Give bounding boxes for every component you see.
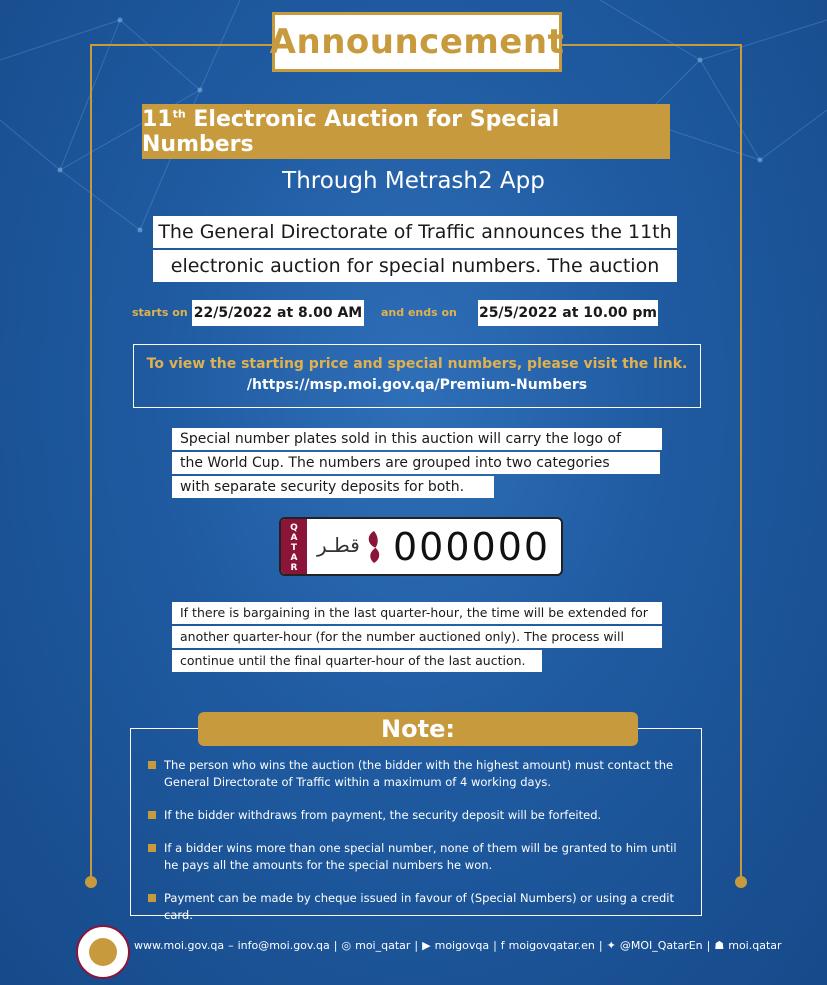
note-item-text: If the bidder withdraws from payment, the security deposit will be forfeited. [164, 808, 602, 822]
bullet-icon [148, 844, 156, 852]
plate-country-letter: A [290, 533, 298, 543]
note-tab [198, 712, 638, 746]
link-box-text: To view the starting price and special numbers, please visit the link. [146, 356, 688, 372]
footer-website[interactable]: www.moi.gov.qa [134, 939, 225, 952]
announcement-title-box [269, 12, 565, 72]
footer-separator: | [414, 939, 419, 952]
youtube-icon: ▶ [422, 939, 431, 952]
plate-arabic-text: قطـر [317, 533, 360, 557]
footer-instagram[interactable]: moi_qatar [355, 939, 411, 952]
premium-numbers-link[interactable]: /https://msp.moi.gov.qa/Premium-Numbers [246, 377, 588, 393]
announcement-title: Announcement [269, 22, 565, 62]
twitter-icon: ✦ [606, 939, 616, 952]
start-date: 22/5/2022 at 8.00 AM [192, 300, 364, 326]
banner-title: Electronic Auction for Special Numbers [142, 106, 560, 157]
instagram-icon: ◎ [341, 939, 352, 952]
footer-separator: | [598, 939, 603, 952]
starts-label: starts on [132, 306, 188, 319]
footer-twitter[interactable]: @MOI_QatarEn [619, 939, 703, 952]
plates-info-line-2: the World Cup. The numbers are grouped into two categories [172, 452, 660, 474]
plate-country-letter: Q [290, 523, 298, 533]
footer [0, 915, 827, 985]
dates-row [0, 300, 827, 328]
footer-separator: – [228, 939, 234, 952]
bargaining-line-3: continue until the final quarter-hour of the last auction. [172, 650, 542, 672]
footer-contacts [134, 939, 782, 952]
banner-ordinal: 11 [142, 106, 173, 132]
footer-youtube[interactable]: moigovqa [434, 939, 490, 952]
snapchat-icon: ☗ [714, 939, 725, 952]
subtitle: Through Metrash2 App [282, 168, 545, 194]
note-item [148, 840, 688, 874]
plate-country [285, 523, 303, 573]
auction-banner [142, 104, 670, 159]
frame-line-top-left [90, 44, 272, 46]
footer-separator: | [333, 939, 338, 952]
note-item-text: If a bidder wins more than one special number, none of them will be granted to him until he pays all the amounts for the special numbers he won. [164, 841, 677, 872]
footer-email[interactable]: info@moi.gov.qa [237, 939, 330, 952]
seal-emblem-icon [89, 938, 117, 966]
bargaining-line-2: another quarter-hour (for the number auctioned only). The process will [172, 626, 662, 648]
facebook-icon: f [500, 939, 505, 952]
frame-line-top-right [562, 44, 742, 46]
plate-number: 000000 [393, 525, 551, 569]
world-cup-logo-icon [363, 529, 385, 565]
footer-facebook[interactable]: moigovqatar.en [508, 939, 595, 952]
end-date: 25/5/2022 at 10.00 pm [478, 300, 658, 326]
intro-line-1: The General Directorate of Traffic announces the 11th [153, 216, 677, 248]
moi-seal-logo [76, 925, 130, 979]
link-box [133, 344, 701, 408]
plate-country-letter: T [290, 543, 298, 553]
note-item [148, 807, 688, 824]
banner-title-wrap [142, 107, 670, 157]
plate-country-letter: A [290, 553, 298, 563]
plates-info-line-1: Special number plates sold in this auction will carry the logo of [172, 428, 662, 450]
frame-dot-left [85, 876, 97, 888]
intro-line-2: electronic auction for special numbers. The auction [153, 250, 677, 282]
license-plate [279, 517, 563, 576]
bargaining-line-1: If there is bargaining in the last quarter-hour, the time will be extended for [172, 602, 662, 624]
note-item-text: Payment can be made by cheque issued in favour of (Special Numbers) or using a credit card. [164, 891, 675, 922]
note-title: Note: [381, 715, 455, 743]
plate-country-letter: R [290, 563, 298, 573]
footer-snapchat[interactable]: moi.qatar [728, 939, 782, 952]
note-item-text: The person who wins the auction (the bidder with the highest amount) must contact the General Directorate of Traffic within a maximum of 4 working days. [164, 758, 674, 789]
ends-label: and ends on [381, 306, 457, 319]
bullet-icon [148, 761, 156, 769]
plates-info-line-3: with separate security deposits for both. [172, 476, 494, 498]
footer-separator: | [706, 939, 711, 952]
frame-dot-right [735, 876, 747, 888]
footer-separator: | [493, 939, 497, 952]
banner-ordinal-suffix: th [172, 107, 186, 121]
bullet-icon [148, 811, 156, 819]
note-item [148, 757, 688, 791]
bullet-icon [148, 894, 156, 902]
